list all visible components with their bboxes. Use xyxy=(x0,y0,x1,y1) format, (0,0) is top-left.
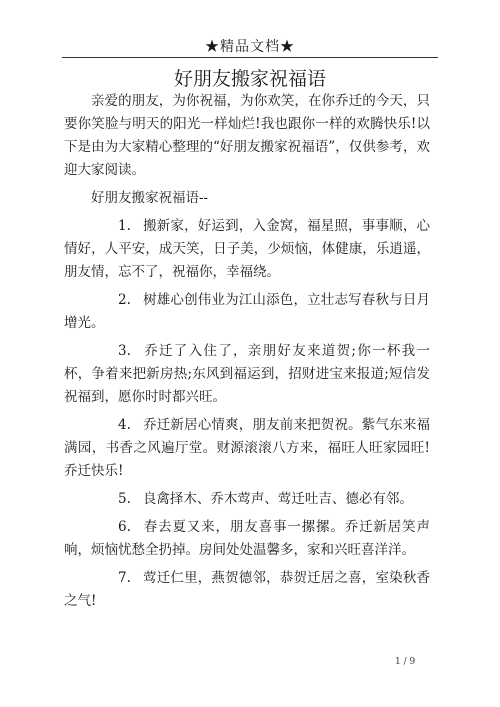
item-number: 2. xyxy=(118,292,131,308)
page-number: 1 / 9 xyxy=(395,657,416,667)
intro-paragraph: 亲爱的朋友，为你祝福，为你欢笑，在你乔迁的今天，只要你笑脸与明天的阳光一样灿烂!我也跟你一样的欢腾快乐!以下是由为大家精心整理的“好朋友搬家祝福语”，仅供参考，欢迎大家阅读。 xyxy=(64,93,430,178)
header-divider xyxy=(62,57,438,58)
list-item xyxy=(64,340,430,409)
list-item xyxy=(64,516,430,562)
item-text: 乔迁新居心情爽，朋友前来把贺祝。紫气东来福满园，书香之风遍厅堂。财源滚滚八方来，福旺人旺家园旺!乔迁快乐! xyxy=(64,417,430,479)
item-text: 春去夏又来，朋友喜事一摞摞。乔迁新居笑声响，烦恼忧愁全扔掉。房间处处温馨多，家和兴旺喜洋洋。 xyxy=(64,519,430,558)
item-text: 莺迁仁里，燕贺德邻，恭贺迁居之喜，室染秋香之气! xyxy=(64,570,430,609)
item-number: 3. xyxy=(118,343,131,359)
section-heading: 好朋友搬家祝福语-- xyxy=(91,190,209,206)
page-title: 好朋友搬家祝福语 xyxy=(173,68,326,90)
item-text: 树雄心创伟业为江山添色，立壮志写春秋与日月增光。 xyxy=(64,292,430,331)
item-text: 乔迁了入住了，亲朋好友来道贺;你一杯我一杯，争着来把新房热;东风到福运到，招财进宝来报道;短信发祝福到，愿你时时都兴旺。 xyxy=(64,343,430,405)
item-number: 6. xyxy=(118,519,131,535)
item-text: 搬新家，好运到，入金窝，福星照，事事顺，心情好，人平安，成天笑，日子美，少烦恼，体健康，乐逍遥，朋友情，忘不了，祝福你，幸福绕。 xyxy=(64,218,430,280)
page-header: ★精品文档★ xyxy=(205,39,295,55)
item-number: 1. xyxy=(118,218,131,234)
item-text: 良禽择木、乔木莺声、莺迁吐吉、德必有邻。 xyxy=(142,491,413,507)
list-item xyxy=(64,215,430,284)
document-body xyxy=(64,90,430,618)
list-item xyxy=(64,414,430,483)
list-item xyxy=(64,488,430,511)
item-number: 5. xyxy=(118,491,131,507)
item-number: 7. xyxy=(118,570,131,586)
list-item xyxy=(64,289,430,335)
list-item xyxy=(64,567,430,613)
item-number: 4. xyxy=(118,417,131,433)
